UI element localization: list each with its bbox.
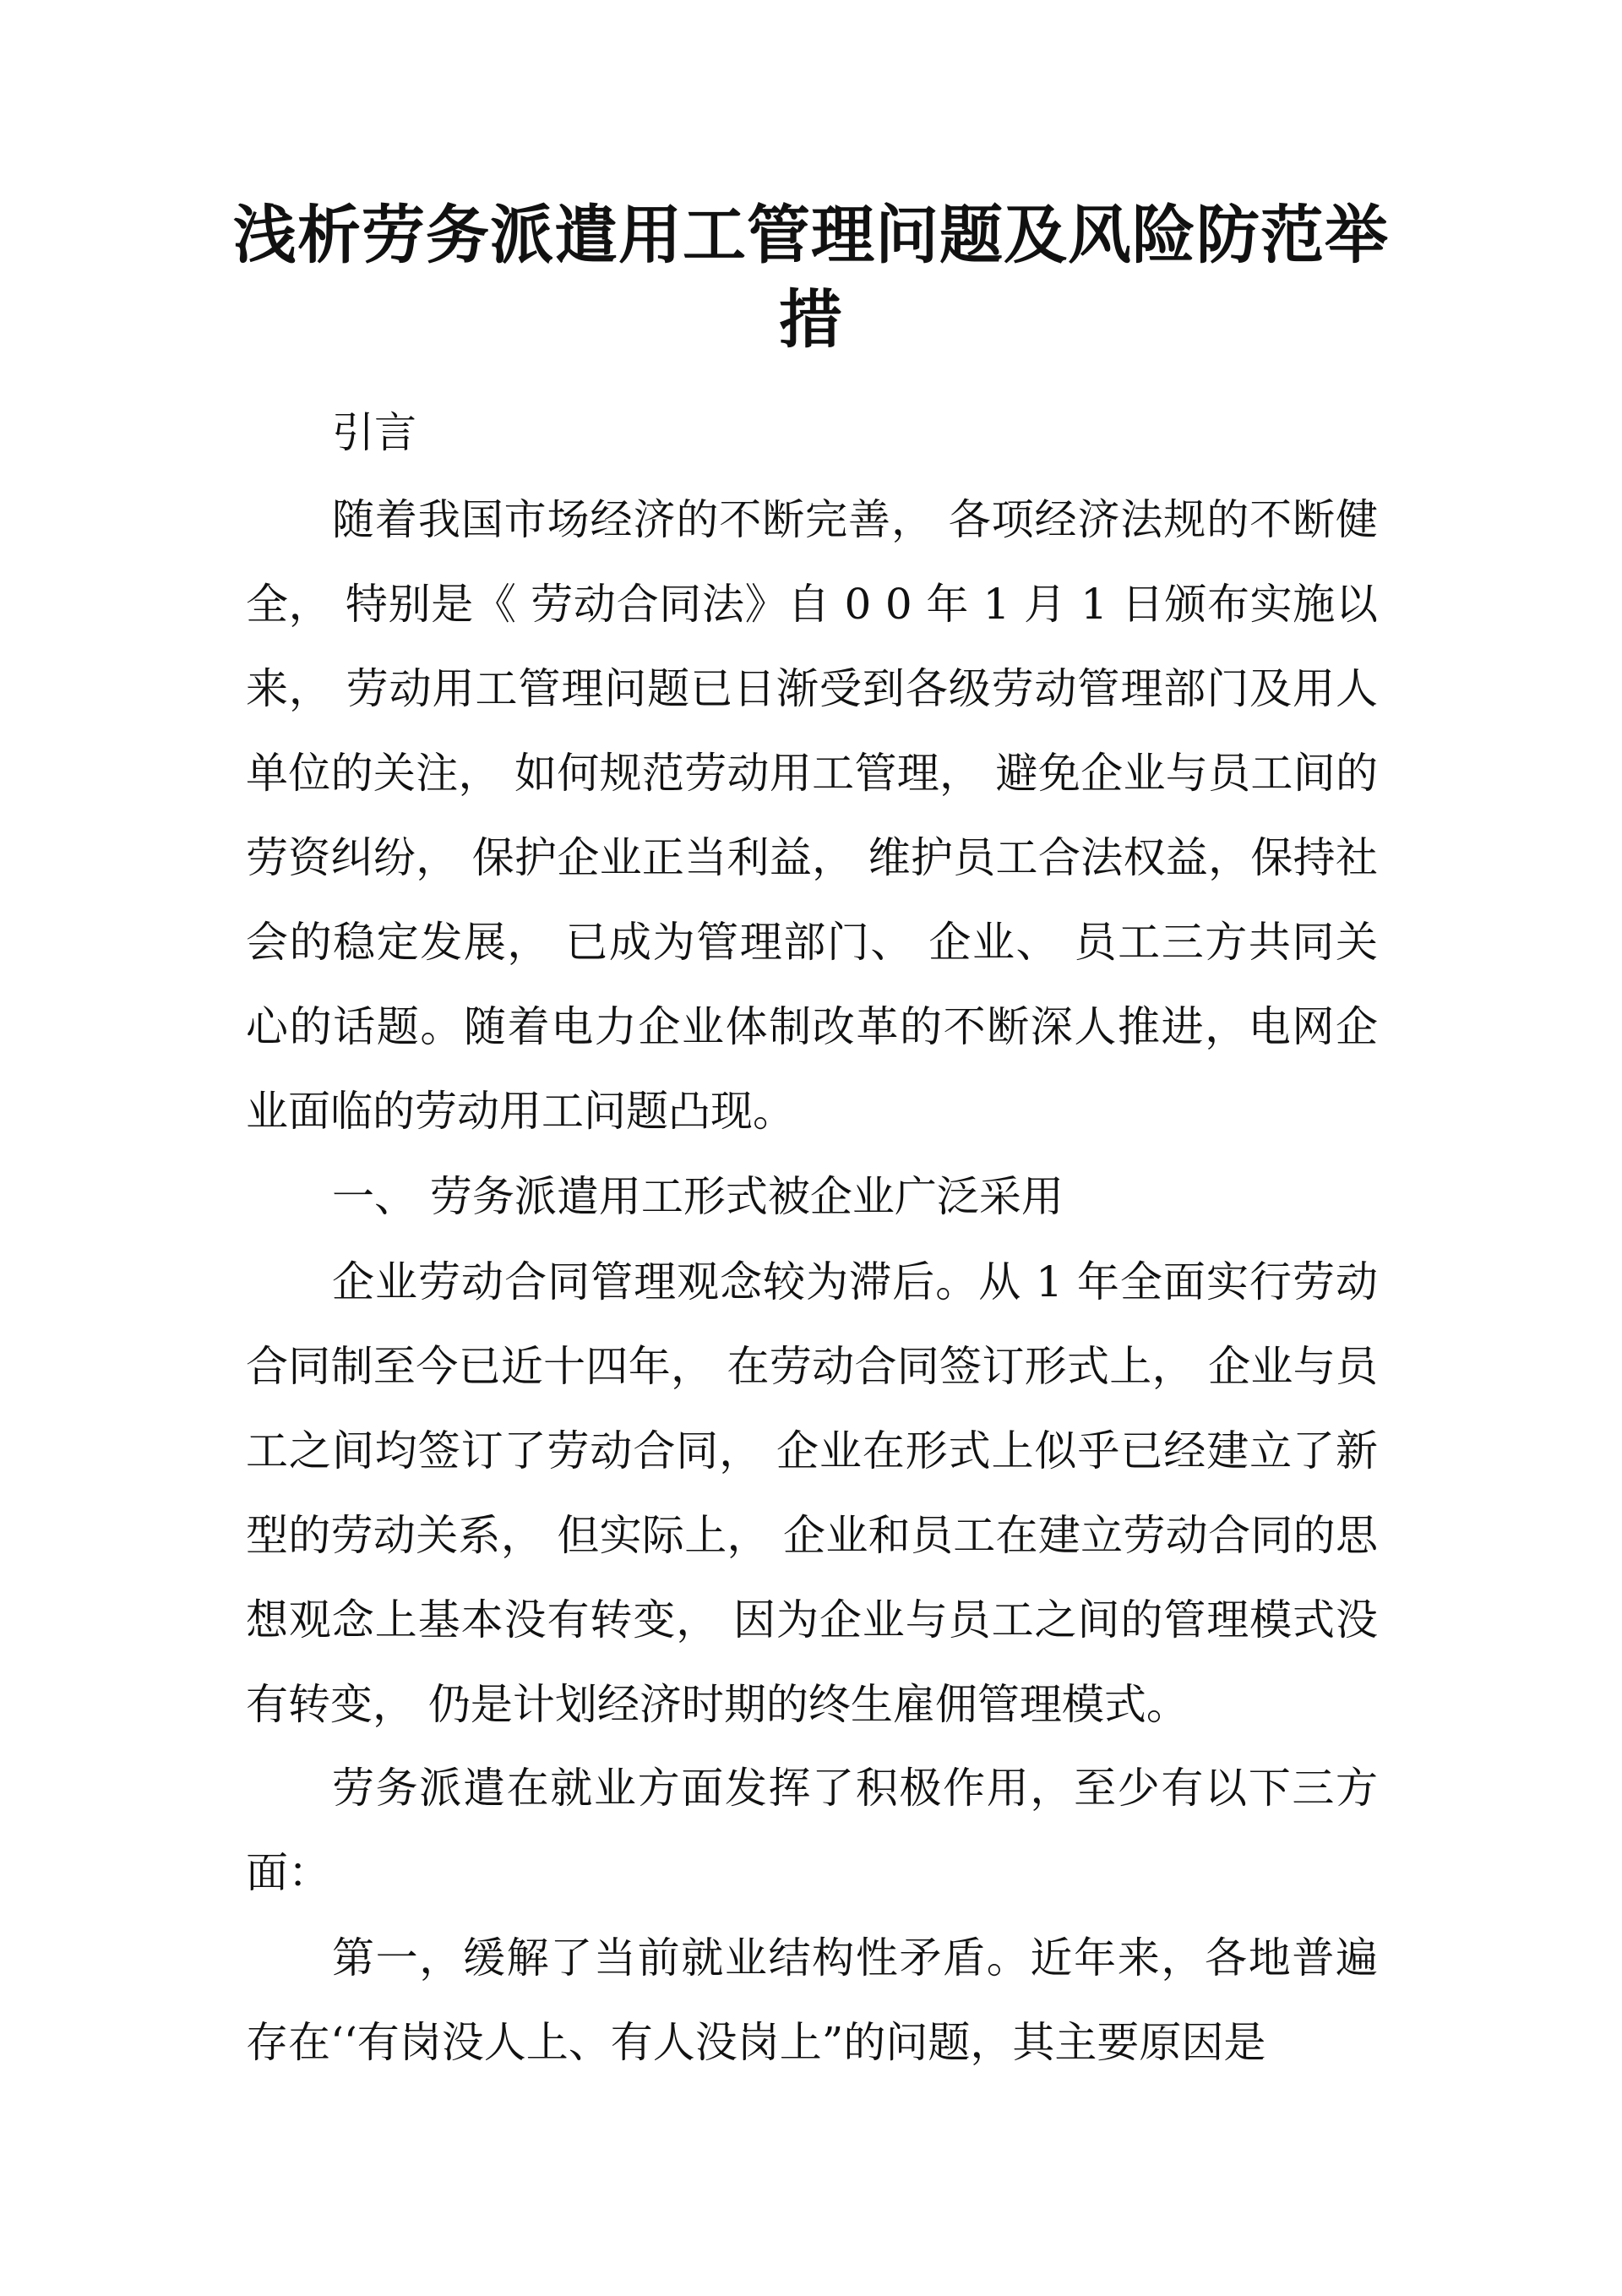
paragraph-contract-management: 企业劳动合同管理观念较为滞后。从 1 年全面实行劳动合同制至今已近十四年， 在劳动合同签订形式上， 企业与员工之间均签订了劳动合同， 企业在形式上似乎已经建立了新型的劳动关系， 但实际上， 企业和员工在建立劳动合同的思想观念上基本没有转变， 因为企业与员工之间的管理模式没有转变， 仍是计划经济时期的终生雇佣管理模式。: [246, 1257, 1378, 1729]
intro-heading: 引言: [332, 408, 416, 457]
document-title: 浅析劳务派遣用工管理问题及风险防范举措: [232, 198, 1389, 357]
paragraph-dispatch-role: 劳务派遣在就业方面发挥了积极作用，至少有以下三方面：: [246, 1764, 1378, 1897]
section-heading-1: 一、 劳务派遣用工形式被企业广泛采用: [332, 1172, 1064, 1221]
paragraph-first-point: 第一，缓解了当前就业结构性矛盾。近年来，各地普遍存在‘‘有岗没人上、有人没岗上”的问题，其主要原因是: [246, 1933, 1378, 2067]
paragraph-intro: 随着我国市场经济的不断完善， 各项经济法规的不断健全， 特别是《 劳动合同法》自 0 0 年 1 月 1 日颁布实施以来， 劳动用工管理问题已日渐受到各级劳动管理部门及用人单位的关注， 如何规范劳动用工管理， 避免企业与员工间的劳资纠纷， 保护企业正当利益， 维护员工合法权益，保持社会的稳定发展， 已成为管理部门、 企业、 员工三方共同关心的话题。随着电力企业体制改革的不断深人推进，电网企业面临的劳动用工问题凸现。: [246, 495, 1378, 1136]
